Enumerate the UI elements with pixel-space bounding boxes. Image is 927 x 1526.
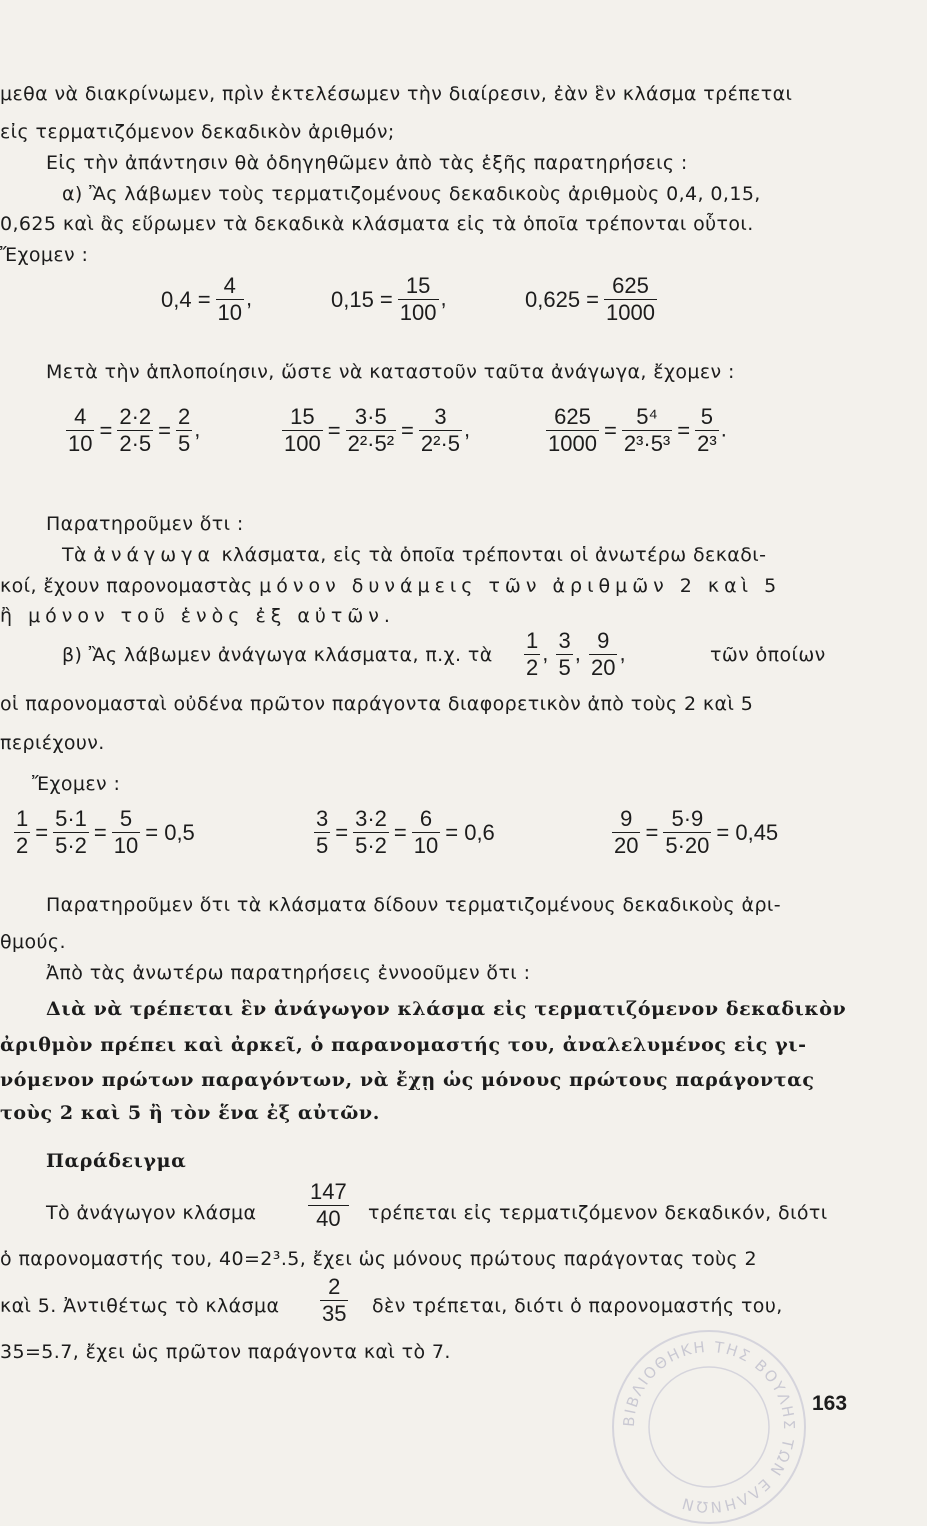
stamp-icon — [614, 1332, 804, 1522]
conversion-1: $\frac{1}{2}$ = $\frac{5\cdot 1}{5\cdot 2}$ = $\frac{5}{10}$ = 0,5 — [16, 806, 195, 858]
text-line: Ἔχομεν : — [0, 244, 89, 266]
fraction-list: $\frac{1}{2}$ , $\frac{3}{5}$ , $\frac{9}{20}$ , — [526, 628, 626, 680]
text-line: Παρατηροῦμεν ὅτι : — [46, 513, 244, 535]
text-line: ὁ παρονομαστής του, 40=2³.5, ἔχει ὡς μόνους πρώτους παράγοντας τοὺς 2 — [0, 1248, 758, 1270]
equation-a1: 0,4 = $\frac{4}{10}$ , — [161, 273, 253, 325]
text-line: Ἀπὸ τὰς ἀνωτέρω παρατηρήσεις ἐννοοῦμεν ὅτι : — [46, 962, 531, 984]
text-line: κοί, ἔχουν παρονομαστὰς μόνον δυνάμεις τῶν ἀριθμῶν 2 καὶ 5 — [0, 575, 782, 597]
equation-a3: 0,625 = $\frac{625}{1000}$ — [525, 273, 655, 325]
library-stamp — [612, 1330, 806, 1524]
rule-line: ἀριθμὸν πρέπει καὶ ἀρκεῖ, ὁ παρανομαστής του, ἀναλελυμένος εἰς γι- — [0, 1034, 807, 1056]
text-line: 35=5.7, ἔχει ὡς πρῶτον παράγοντα καὶ τὸ 7. — [0, 1341, 451, 1363]
example-fraction-1: $\frac{147}{40}$ — [310, 1179, 347, 1231]
text-line: μεθα νὰ διακρίνωμεν, πρὶν ἐκτελέσωμεν τὴν διαίρεσιν, ἐὰν ἓν κλάσμα τρέπεται — [0, 83, 793, 105]
fraction: $\frac{4}{10}$ — [217, 273, 243, 325]
rule-line: Διὰ νὰ τρέπεται ἓν ἀνάγωγον κλάσμα εἰς τερματιζόμενον δεκαδικὸν — [46, 998, 847, 1020]
text-line: Τὰ ἀνάγωγα κλάσματα, εἰς τὰ ὁποῖα τρέπονται οἱ ἀνωτέρω δεκαδι- — [62, 544, 767, 566]
example-fraction-2: $\frac{2}{35}$ — [322, 1274, 347, 1326]
fraction: $\frac{625}{1000}$ — [606, 273, 655, 325]
text-line: Μετὰ τὴν ἁπλοποίησιν, ὥστε νὰ καταστοῦν ταῦτα ἀνάγωγα, ἔχομεν : — [46, 361, 735, 383]
simplification-3: $\frac{625}{1000}$ = $\frac{\text{5⁴}}{\text{2³·5³}}$ = $\frac{5}{\text{2³}}$ . — [548, 404, 727, 456]
text-line: Εἰς τὴν ἀπάντησιν θὰ ὁδηγηθῶμεν ἀπὸ τὰς ἑξῆς παρατηρήσεις : — [46, 152, 688, 174]
conversion-2: $\frac{3}{5}$ = $\frac{3\cdot 2}{5\cdot 2}$ = $\frac{6}{10}$ = 0,6 — [316, 806, 495, 858]
text-line: α) Ἂς λάβωμεν τοὺς τερματιζομένους δεκαδικοὺς ἀριθμοὺς 0,4, 0,15, — [62, 183, 761, 205]
text-line: ἢ μόνον τοῦ ἑνὸς ἐξ αὐτῶν. — [0, 605, 395, 627]
rule-line: τοὺς 2 καὶ 5 ἢ τὸν ἕνα ἐξ αὐτῶν. — [0, 1102, 380, 1124]
text-line: Ἔχομεν : — [32, 773, 121, 795]
text-line: δὲν τρέπεται, διότι ὁ παρονομαστής του, — [372, 1295, 783, 1317]
equation-a2: 0,15 = $\frac{15}{100}$ , — [331, 273, 447, 325]
simplification-2: $\frac{15}{100}$ = $\frac{3\cdot 5}{\text{2²·5²}}$ = $\frac{3}{\text{2²·5}}$ , — [284, 404, 471, 456]
text-line: οἱ παρονομασταὶ οὐδένα πρῶτον παράγοντα διαφορετικὸν ἀπὸ τοὺς 2 καὶ 5 — [0, 693, 754, 715]
text-line: θμούς. — [0, 931, 66, 953]
text-line: καὶ 5. Ἀντιθέτως τὸ κλάσμα — [0, 1295, 280, 1317]
svg-text:ΒΙΒΛΙΟΘΗΚΗ ΤΗΣ ΒΟΥΛΗΣ ΤΩΝ ΕΛΛΗ: ΒΙΒΛΙΟΘΗΚΗ ΤΗΣ ΒΟΥΛΗΣ ΤΩΝ ΕΛΛΗΝΩΝ — [619, 1337, 799, 1517]
fraction: $\frac{15}{100}$ — [399, 273, 437, 325]
conversion-3: $\frac{9}{20}$ = $\frac{5\cdot 9}{5\cdot 20}$ = 0,45 — [614, 806, 779, 858]
rule-line: νόμενον πρώτων παραγόντων, νὰ ἔχῃ ὡς μόνους πρώτους παράγοντας — [0, 1069, 815, 1091]
text-line: τῶν ὁποίων — [710, 644, 826, 666]
text-line: 0,625 καὶ ἂς εὕρωμεν τὰ δεκαδικὰ κλάσματα εἰς τὰ ὁποῖα τρέπονται οὗτοι. — [0, 213, 754, 235]
simplification-1: $\frac{4}{10}$ = $\frac{2\cdot 2}{2\cdot 5}$ = $\frac{2}{5}$ , — [68, 404, 201, 456]
text-line: β) Ἂς λάβωμεν ἀνάγωγα κλάσματα, π.χ. τὰ — [62, 644, 493, 666]
text-line: τρέπεται εἰς τερματιζόμενον δεκαδικόν, διότι — [368, 1202, 828, 1224]
text-line: Τὸ ἀνάγωγον κλάσμα — [46, 1202, 257, 1224]
text-line: εἰς τερματιζόμενον δεκαδικὸν ἀριθμόν; — [0, 121, 395, 143]
page-number: 163 — [812, 1392, 848, 1415]
text-line: περιέχουν. — [0, 732, 105, 754]
text-line: Παρατηροῦμεν ὅτι τὰ κλάσματα δίδουν τερματιζομένους δεκαδικοὺς ἀρι- — [46, 894, 782, 916]
section-heading: Παράδειγμα — [46, 1150, 187, 1172]
